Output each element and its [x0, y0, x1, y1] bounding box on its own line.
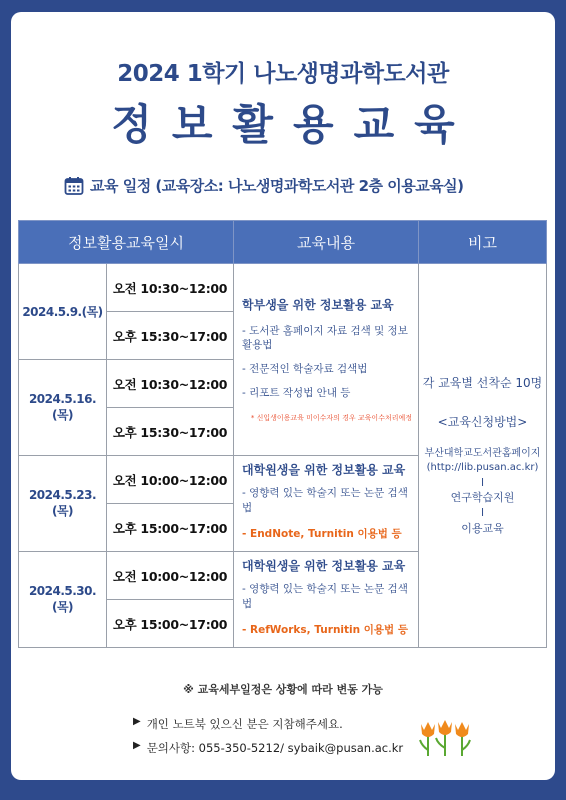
method-line: 부산대학교도서관홈페이지 [424, 447, 541, 459]
date-cell: 2024.5.30.(목) [19, 552, 107, 648]
method-line: 연구학습지원 [450, 490, 515, 504]
time-cell: 오전 10:00~12:00 [107, 456, 234, 504]
schedule-heading [64, 175, 524, 196]
time-cell: 오전 10:00~12:00 [107, 552, 234, 600]
date-cell: 2024.5.16.(목) [19, 360, 107, 456]
schedule-label: 교육 일정 (교육장소: 나노생명과학도서관 2층 이용교육실) [90, 177, 464, 195]
content-item: - 도서관 홈페이지 자료 검색 및 정보활용법 [242, 324, 408, 351]
method-line: (http://lib.pusan.ac.kr) [426, 461, 539, 473]
content-item: - 영향력 있는 학술지 또는 논문 검색법 [242, 583, 408, 610]
grad-title: 대학원생을 위한 정보활용 교육 [242, 559, 406, 574]
grad-content-2 [234, 552, 419, 648]
capacity-text: 각 교육별 선착순 10명 [422, 375, 543, 390]
undergrad-content [234, 264, 419, 456]
grad-content-1 [234, 456, 419, 552]
content-item: - 리포트 작성법 안내 등 [242, 387, 351, 400]
table-header-row [19, 221, 547, 264]
time-cell: 오후 15:30~17:00 [107, 408, 234, 456]
method-line: l [480, 506, 485, 520]
method-title: <교육신청방법> [437, 414, 528, 429]
grad-title: 대학원생을 위한 정보활용 교육 [242, 463, 406, 478]
time-cell: 오후 15:30~17:00 [107, 312, 234, 360]
content-item: - 전문적인 학술자료 검색법 [242, 362, 368, 375]
date-cell: 2024.5.9.(목) [19, 264, 107, 360]
arrow-icon: ▶ [133, 740, 141, 751]
main-title: 정보활용교육 [111, 100, 475, 149]
content-item-highlight: - EndNote, Turnitin 이용법 등 [242, 527, 402, 540]
undergrad-note: * 신입생이용교육 미이수자의 경우 교육이수처리예정 [250, 414, 413, 423]
header-datetime: 정보활용교육일시 [19, 221, 234, 264]
content-item: - 영향력 있는 학술지 또는 논문 검색법 [242, 487, 408, 514]
date-cell: 2024.5.23.(목) [19, 456, 107, 552]
tulips-icon [416, 716, 474, 758]
info-bullets [133, 716, 403, 764]
bullet-item [133, 716, 403, 732]
time-cell: 오후 15:00~17:00 [107, 504, 234, 552]
table-row [19, 264, 547, 312]
schedule-footnote: ※ 교육세부일정은 상황에 따라 변동 가능 [183, 683, 383, 696]
bullet-text: 문의사항: 055-350-5212/ sybaik@pusan.ac.kr [146, 741, 404, 755]
content-item-highlight: - RefWorks, Turnitin 이용법 등 [242, 623, 408, 636]
undergrad-title: 학부생을 위한 정보활용 교육 [242, 298, 394, 313]
header-remarks: 비고 [419, 221, 547, 264]
time-cell: 오후 15:00~17:00 [107, 600, 234, 648]
arrow-icon: ▶ [133, 716, 141, 727]
time-cell: 오전 10:30~12:00 [107, 264, 234, 312]
remarks-cell [419, 264, 547, 648]
time-cell: 오전 10:30~12:00 [107, 360, 234, 408]
method-line: l [480, 475, 485, 489]
header-content: 교육내용 [234, 221, 419, 264]
year-title: 2024 1학기 나노생명과학도서관 [117, 61, 449, 87]
bullet-text: 개인 노트북 있으신 분은 지참해주세요. [146, 717, 343, 731]
calendar-icon [64, 176, 84, 196]
bullet-item [133, 740, 403, 756]
method-line: 이용교육 [461, 521, 504, 535]
schedule-table [18, 220, 547, 648]
